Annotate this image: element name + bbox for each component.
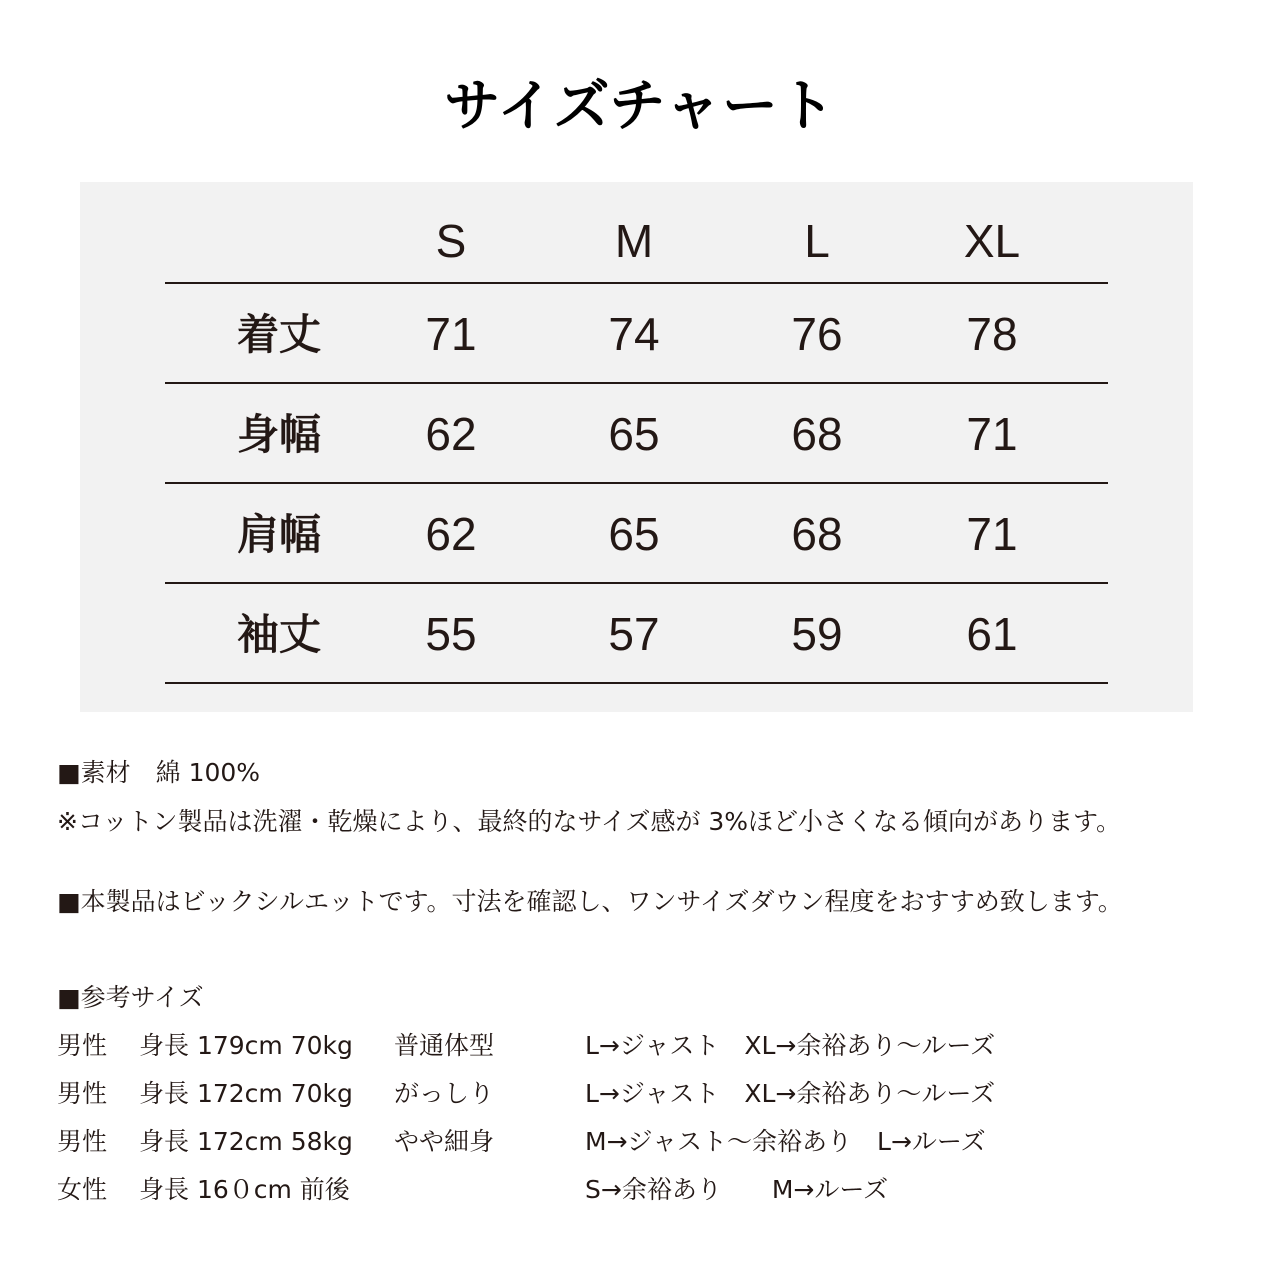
table-row — [165, 584, 1108, 684]
reference-height: 身長 172cm 58kg — [139, 1127, 353, 1156]
column-header-xl: XL — [963, 215, 1021, 267]
column-header-s: S — [435, 215, 467, 267]
reference-title: ■参考サイズ — [57, 983, 204, 1012]
reference-row — [57, 1129, 1257, 1159]
table-cell: 71 — [425, 308, 477, 360]
table-header-row — [165, 202, 1108, 284]
reference-row — [57, 1177, 1257, 1207]
table-cell: 55 — [425, 608, 477, 660]
reference-gender: 男性 — [57, 1031, 108, 1060]
table-cell: 68 — [791, 408, 843, 460]
material-note: ■素材 綿 100% — [57, 758, 261, 787]
row-label: 袖丈 — [236, 610, 322, 659]
reference-fit: S→余裕あり M→ルーズ — [585, 1175, 889, 1204]
reference-fit: L→ジャスト XL→余裕あり～ルーズ — [585, 1079, 996, 1108]
table-cell: 78 — [966, 308, 1018, 360]
table-cell: 76 — [791, 308, 843, 360]
table-cell: 65 — [608, 408, 660, 460]
reference-height: 身長 16０cm 前後 — [139, 1175, 350, 1204]
reference-fit: L→ジャスト XL→余裕あり～ルーズ — [585, 1031, 996, 1060]
column-header-m: M — [614, 215, 654, 267]
reference-gender: 男性 — [57, 1079, 108, 1108]
table-cell: 57 — [608, 608, 660, 660]
column-header-l: L — [804, 215, 830, 267]
table-cell: 62 — [425, 408, 477, 460]
page-title: サイズチャート — [444, 74, 836, 139]
table-cell: 68 — [791, 508, 843, 560]
table-row — [165, 384, 1108, 484]
size-chart-panel — [80, 182, 1193, 712]
table-cell: 74 — [608, 308, 660, 360]
reference-gender: 女性 — [57, 1175, 108, 1204]
reference-build: 普通体型 — [394, 1031, 495, 1060]
reference-row — [57, 1033, 1257, 1063]
table-cell: 65 — [608, 508, 660, 560]
size-table — [165, 202, 1108, 684]
reference-gender: 男性 — [57, 1127, 108, 1156]
fit-note: ■本製品はビックシルエットです。寸法を確認し、ワンサイズダウン程度をおすすめ致します。 — [57, 887, 1123, 916]
table-cell: 61 — [966, 608, 1018, 660]
table-row — [165, 484, 1108, 584]
table-cell: 71 — [966, 508, 1018, 560]
row-label: 肩幅 — [236, 510, 322, 559]
reference-height: 身長 179cm 70kg — [139, 1031, 353, 1060]
reference-row — [57, 1081, 1257, 1111]
table-row — [165, 284, 1108, 384]
reference-height: 身長 172cm 70kg — [139, 1079, 353, 1108]
table-cell: 62 — [425, 508, 477, 560]
reference-fit: M→ジャスト～余裕あり L→ルーズ — [585, 1127, 986, 1156]
table-cell: 71 — [966, 408, 1018, 460]
table-cell: 59 — [791, 608, 843, 660]
row-label: 着丈 — [236, 310, 322, 359]
reference-build: やや細身 — [394, 1127, 495, 1156]
row-label: 身幅 — [236, 410, 322, 459]
reference-build: がっしり — [394, 1079, 495, 1108]
shrinkage-note: ※コットン製品は洗濯・乾燥により、最終的なサイズ感が 3%ほど小さくなる傾向があります。 — [57, 807, 1122, 836]
